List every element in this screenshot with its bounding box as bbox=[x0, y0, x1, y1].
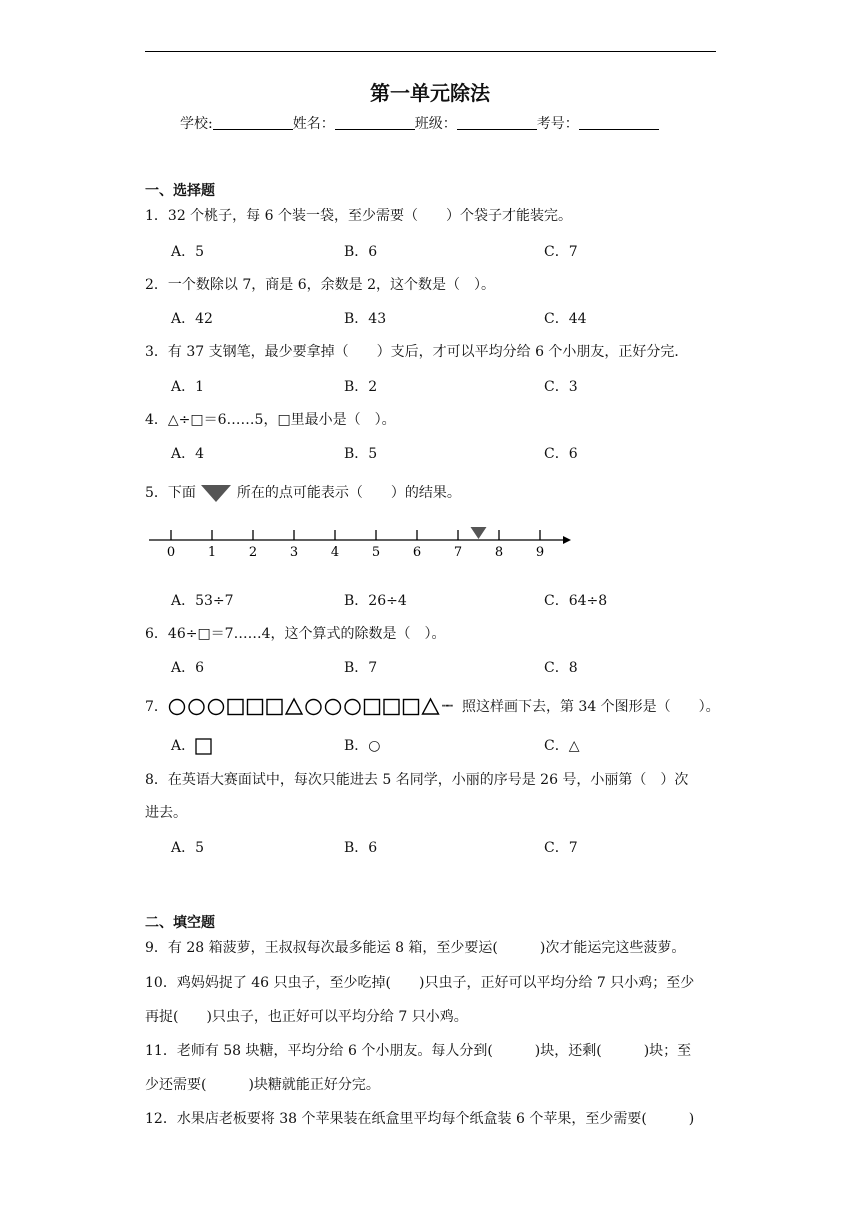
number-line-label: 0 bbox=[166, 545, 176, 560]
circle-shape-icon bbox=[208, 700, 223, 715]
q3-option-b[interactable]: B．2 bbox=[344, 379, 378, 395]
q5-option-b[interactable]: B．26÷4 bbox=[344, 593, 407, 609]
q2-option-c[interactable]: C．44 bbox=[544, 311, 587, 327]
q5-text-before: 5．下面 bbox=[145, 485, 196, 501]
shape-pattern bbox=[168, 697, 442, 717]
number-line-marker bbox=[471, 527, 487, 539]
question-10-line-2: 再捉( )只虫子，也正好可以平均分给 7 只小鸡。 bbox=[145, 1009, 468, 1025]
section-title-choice: 一、选择题 bbox=[145, 183, 215, 199]
school-blank[interactable] bbox=[213, 115, 293, 130]
question-4: 4．△÷□＝6……5，□里最小是（ ）。 bbox=[145, 412, 396, 428]
square-shape-icon bbox=[228, 700, 243, 715]
q5-option-c[interactable]: C．64÷8 bbox=[544, 593, 608, 609]
question-12: 12．水果店老板要将 38 个苹果装在纸盒里平均每个纸盒装 6 个苹果，至少需要( ) bbox=[145, 1111, 695, 1127]
square-shape-icon bbox=[267, 700, 282, 715]
number-line-label: 4 bbox=[330, 545, 340, 560]
q6-option-a[interactable]: A．6 bbox=[171, 660, 205, 676]
question-2: 2．一个数除以 7，商是 6，余数是 2，这个数是（ ）。 bbox=[145, 277, 495, 293]
section-title-fill: 二、填空题 bbox=[145, 915, 215, 931]
q7-number: 7． bbox=[145, 699, 168, 715]
question-10-line-1: 10．鸡妈妈捉了 46 只虫子，至少吃掉( )只虫子，正好可以平均分给 7 只小鸡；至少 bbox=[145, 975, 695, 991]
page-title: 第一单元除法 bbox=[370, 81, 490, 105]
number-line-label: 1 bbox=[207, 545, 217, 560]
q1-option-c[interactable]: C．7 bbox=[544, 244, 578, 260]
school-label: 学校: bbox=[180, 116, 213, 132]
number-line-label: 5 bbox=[371, 545, 381, 560]
question-3: 3．有 37 支钢笔，最少要拿掉（ ）支后，才可以平均分给 6 个小朋友，正好分完． bbox=[145, 344, 689, 360]
circle-shape-icon bbox=[189, 700, 204, 715]
circle-shape-icon bbox=[169, 700, 184, 715]
question-5 bbox=[145, 483, 461, 503]
header-rule bbox=[145, 51, 716, 52]
name-label: 姓名： bbox=[292, 116, 335, 132]
q6-option-c[interactable]: C．8 bbox=[544, 660, 578, 676]
question-9: 9．有 28 箱菠萝，王叔叔每次最多能运 8 箱，至少要运( )次才能运完这些菠萝。 bbox=[145, 940, 686, 956]
q7-option-b[interactable]: B．○ bbox=[344, 738, 381, 754]
question-1: 1．32 个桃子，每 6 个装一袋，至少需要（ ）个袋子才能装完。 bbox=[145, 208, 572, 224]
question-6: 6．46÷□＝7……4，这个算式的除数是（ ）。 bbox=[145, 626, 446, 642]
q2-option-a[interactable]: A．42 bbox=[171, 311, 213, 327]
q1-option-a[interactable]: A．5 bbox=[171, 244, 205, 260]
q5-option-a[interactable]: A．53÷7 bbox=[171, 593, 234, 609]
q7-option-a-label: A． bbox=[171, 738, 196, 754]
circle-shape-icon bbox=[345, 700, 360, 715]
question-8-line-2: 进去。 bbox=[145, 805, 187, 821]
triangle-marker-icon bbox=[200, 483, 232, 503]
number-line-label: 2 bbox=[248, 545, 258, 560]
circle-shape-icon bbox=[306, 700, 321, 715]
name-blank[interactable] bbox=[335, 115, 415, 130]
number-line bbox=[145, 518, 575, 562]
q6-option-b[interactable]: B．7 bbox=[344, 660, 378, 676]
square-shape-icon bbox=[384, 700, 399, 715]
q4-option-a[interactable]: A．4 bbox=[171, 446, 205, 462]
square-shape-icon bbox=[364, 700, 379, 715]
question-11-line-2: 少还需要( )块糖就能正好分完。 bbox=[145, 1077, 380, 1093]
q1-option-b[interactable]: B．6 bbox=[344, 244, 378, 260]
number-line-label: 3 bbox=[289, 545, 299, 560]
square-shape-icon bbox=[247, 700, 262, 715]
q8-option-a[interactable]: A．5 bbox=[171, 840, 205, 856]
triangle-shape-icon bbox=[286, 699, 302, 714]
q8-option-b[interactable]: B．6 bbox=[344, 840, 378, 856]
square-shape-icon bbox=[403, 700, 418, 715]
student-info-line bbox=[180, 113, 659, 133]
number-line-label: 8 bbox=[494, 545, 504, 560]
number-line-label: 7 bbox=[453, 545, 463, 560]
exam-no-label: 考号： bbox=[536, 116, 579, 132]
circle-shape-icon bbox=[325, 700, 340, 715]
exam-no-blank[interactable] bbox=[579, 115, 659, 130]
question-7 bbox=[145, 697, 720, 717]
number-line-label: 9 bbox=[535, 545, 545, 560]
q7-option-c[interactable]: C．△ bbox=[544, 738, 580, 754]
triangle-shape-icon bbox=[422, 699, 438, 714]
q3-option-a[interactable]: A．1 bbox=[171, 379, 205, 395]
q4-option-b[interactable]: B．5 bbox=[344, 446, 378, 462]
q7-ellipsis: ┅┅ bbox=[441, 701, 452, 712]
class-label: 班级： bbox=[414, 116, 457, 132]
q5-text-after: 所在的点可能表示（ ）的结果。 bbox=[236, 485, 461, 501]
q7-option-a[interactable] bbox=[171, 736, 212, 756]
q7-text-after: 照这样画下去，第 34 个图形是（ ）。 bbox=[461, 699, 720, 715]
class-blank[interactable] bbox=[457, 115, 537, 130]
question-11-line-1: 11．老师有 58 块糖，平均分给 6 个小朋友。每人分到( )块，还剩( )块；至 bbox=[145, 1043, 692, 1059]
q3-option-c[interactable]: C．3 bbox=[544, 379, 578, 395]
number-line-label: 6 bbox=[412, 545, 422, 560]
arrow-head-icon bbox=[563, 536, 571, 544]
square-icon bbox=[195, 738, 212, 755]
q8-option-c[interactable]: C．7 bbox=[544, 840, 578, 856]
q4-option-c[interactable]: C．6 bbox=[544, 446, 578, 462]
question-8-line-1: 8．在英语大赛面试中，每次只能进去 5 名同学，小丽的序号是 26 号，小丽第（ ）次 bbox=[145, 772, 689, 788]
q2-option-b[interactable]: B．43 bbox=[344, 311, 387, 327]
